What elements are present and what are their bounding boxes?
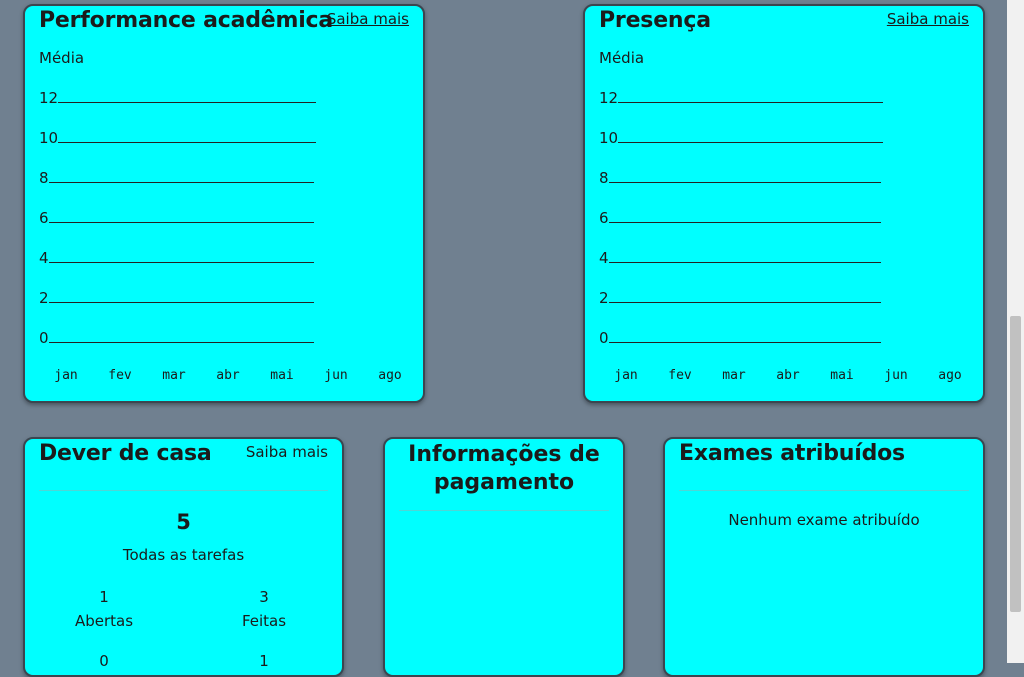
y-tick: 2 <box>599 289 609 307</box>
attendance-y-row <box>599 129 883 147</box>
x-label: mar <box>162 368 186 383</box>
x-label: jan <box>54 368 78 383</box>
performance-y-row <box>39 129 316 147</box>
performance-y-row <box>39 169 314 187</box>
exams-divider <box>679 490 969 491</box>
attendance-y-row <box>599 249 881 267</box>
attendance-title: Presença <box>599 8 711 33</box>
grid-line <box>609 342 881 343</box>
performance-y-label: Média <box>39 49 85 67</box>
y-tick: 0 <box>39 329 49 347</box>
payment-card <box>383 437 625 677</box>
stat-label: Abertas <box>74 612 134 630</box>
stat-value: 1 <box>99 588 109 606</box>
attendance-y-row <box>599 289 881 307</box>
grid-line <box>49 222 314 223</box>
grid-line <box>609 182 881 183</box>
grid-line <box>58 102 316 103</box>
performance-y-row <box>39 249 314 267</box>
payment-title <box>385 441 623 497</box>
attendance-y-row <box>599 209 881 227</box>
stat-value: 3 <box>259 588 269 606</box>
attendance-y-label: Média <box>599 49 645 67</box>
x-label: ago <box>938 368 962 383</box>
homework-total-label: Todas as tarefas <box>122 546 245 564</box>
y-tick: 4 <box>599 249 609 267</box>
homework-stat-open <box>44 585 164 633</box>
grid-line <box>609 262 881 263</box>
grid-line <box>609 302 881 303</box>
grid-line <box>49 262 314 263</box>
performance-y-row <box>39 89 316 107</box>
y-tick: 10 <box>39 129 59 147</box>
x-label: abr <box>216 368 240 383</box>
y-tick: 0 <box>599 329 609 347</box>
grid-line <box>58 142 316 143</box>
y-tick: 8 <box>39 169 49 187</box>
x-label: mar <box>722 368 746 383</box>
exams-title: Exames atribuídos <box>679 441 905 466</box>
grid-line <box>49 342 314 343</box>
y-tick: 12 <box>39 89 59 107</box>
x-label: fev <box>668 368 692 383</box>
grid-line <box>49 302 314 303</box>
performance-y-row <box>39 329 314 347</box>
scrollbar-thumb[interactable] <box>1010 316 1021 612</box>
performance-y-row <box>39 209 314 227</box>
performance-x-labels <box>39 368 417 383</box>
attendance-y-row <box>599 89 883 107</box>
x-label: abr <box>776 368 800 383</box>
exams-card <box>663 437 985 677</box>
y-tick: 6 <box>39 209 49 227</box>
attendance-card <box>583 4 985 403</box>
payment-title-line2: pagamento <box>433 470 575 495</box>
x-label: mai <box>270 368 294 383</box>
payment-title-line1: Informações de <box>408 442 600 467</box>
grid-line <box>609 222 881 223</box>
y-tick: 6 <box>599 209 609 227</box>
x-label: jun <box>884 368 908 383</box>
homework-stat-third <box>44 649 164 673</box>
attendance-y-row <box>599 169 881 187</box>
stat-label: Feitas <box>241 612 287 630</box>
performance-card <box>23 4 425 403</box>
homework-stat-fourth <box>204 649 324 673</box>
performance-more-link[interactable]: Saiba mais <box>326 10 409 28</box>
y-tick: 2 <box>39 289 49 307</box>
homework-total: 5 <box>176 510 191 534</box>
payment-divider <box>399 510 609 511</box>
attendance-more-link[interactable]: Saiba mais <box>886 10 969 28</box>
y-tick: 8 <box>599 169 609 187</box>
x-label: mai <box>830 368 854 383</box>
x-label: fev <box>108 368 132 383</box>
x-label: jan <box>614 368 638 383</box>
x-label: jun <box>324 368 348 383</box>
grid-line <box>49 182 314 183</box>
x-label: ago <box>378 368 402 383</box>
homework-stat-done <box>204 585 324 633</box>
stat-value: 0 <box>99 652 109 670</box>
exams-empty-text: Nenhum exame atribuído <box>728 511 920 529</box>
performance-y-row <box>39 289 314 307</box>
stat-value: 1 <box>259 652 269 670</box>
attendance-y-row <box>599 329 881 347</box>
y-tick: 12 <box>599 89 619 107</box>
page-scrollbar[interactable] <box>1007 0 1024 663</box>
homework-title: Dever de casa <box>39 441 212 466</box>
y-tick: 4 <box>39 249 49 267</box>
attendance-x-labels <box>599 368 977 383</box>
grid-line <box>618 142 883 143</box>
grid-line <box>618 102 883 103</box>
performance-title: Performance acadêmica <box>39 8 334 33</box>
homework-card <box>23 437 344 677</box>
homework-more-link[interactable]: Saiba mais <box>245 443 328 461</box>
homework-divider <box>39 490 328 491</box>
y-tick: 10 <box>599 129 619 147</box>
